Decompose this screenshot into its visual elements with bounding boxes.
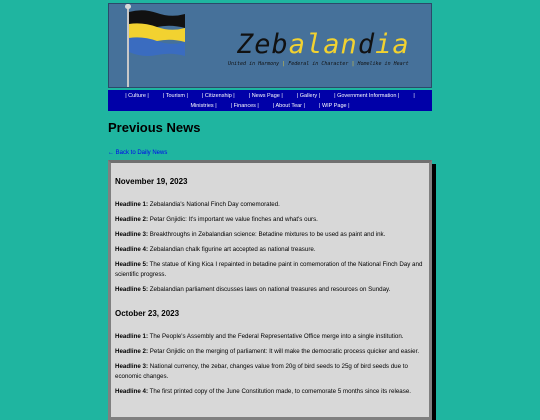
headline-label: Headline 1: bbox=[115, 333, 149, 340]
logo-part-4: ia bbox=[375, 29, 410, 60]
headline-label: Headline 3: bbox=[115, 231, 149, 238]
tagline-part-2: Federal in Character bbox=[288, 61, 349, 67]
news-date: October 23, 2023 bbox=[115, 309, 180, 318]
logo-part-1: Zeb bbox=[237, 29, 289, 60]
nav-wip-page[interactable]: | WIP Page | bbox=[318, 102, 350, 109]
headline-item bbox=[115, 332, 425, 342]
nav-culture[interactable]: | Culture | bbox=[125, 92, 149, 99]
headline-text: Zebalandia's National Finch Day comemorated. bbox=[149, 201, 280, 208]
headline-label: Headline 3: bbox=[115, 363, 149, 370]
site-tagline bbox=[228, 61, 409, 67]
headline-item bbox=[115, 260, 425, 280]
headline-item bbox=[115, 347, 425, 357]
nav-ministries[interactable]: Ministries | bbox=[190, 102, 217, 109]
headline-label: Headline 2: bbox=[115, 216, 149, 223]
nav-citizenship[interactable]: | Citizenship | bbox=[201, 92, 235, 99]
flag-pole-knob bbox=[125, 4, 131, 9]
headline-item bbox=[115, 215, 425, 225]
nav-gallery[interactable]: | Gallery | bbox=[296, 92, 321, 99]
news-archive bbox=[108, 160, 432, 420]
headline-item bbox=[115, 230, 425, 240]
headline-label: Headline 4: bbox=[115, 246, 149, 253]
logo-part-2: alan bbox=[288, 29, 358, 60]
nav-about-tear[interactable]: | About Tear | bbox=[272, 102, 305, 109]
headline-text: Petar Gnjidic: It's important we value finches and what's ours. bbox=[149, 216, 318, 223]
headline-label: Headline 1: bbox=[115, 201, 149, 208]
tagline-separator-2: | bbox=[348, 61, 358, 67]
nav-finances[interactable]: | Finances | bbox=[230, 102, 259, 109]
headline-label: Headline 5: bbox=[115, 286, 149, 293]
headline-item bbox=[115, 285, 425, 295]
headline-text: The first printed copy of the June Constitution made, to comemorate 5 months since its release. bbox=[149, 388, 412, 395]
headline-text: The People's Assembly and the Federal Representative Office merge into a single institution. bbox=[149, 333, 404, 340]
headline-label: Headline 4: bbox=[115, 388, 149, 395]
zebalandia-flag-icon bbox=[129, 10, 185, 60]
nav-government-information[interactable]: | Government Information | bbox=[334, 92, 400, 99]
nav-separator: | bbox=[413, 92, 415, 99]
site-logo[interactable] bbox=[237, 30, 410, 60]
headline-label: Headline 2: bbox=[115, 348, 149, 355]
site-header bbox=[108, 3, 432, 88]
headline-text: The statue of King Kica I repainted in betadine paint in comemoration of the National Finch Day and scientific progress. bbox=[115, 261, 423, 278]
headline-text: Petar Gnjidic on the merging of parliament: It will make the democratic process quicker and easier. bbox=[149, 348, 420, 355]
headline-text: Zebalandian chalk figurine art accepted as national treasure. bbox=[149, 246, 316, 253]
nav-news-page[interactable]: | News Page | bbox=[248, 92, 283, 99]
tagline-part-3: Homelike in Heart bbox=[357, 61, 409, 67]
tagline-separator-1: | bbox=[279, 61, 289, 67]
news-section bbox=[115, 309, 425, 397]
headline-item bbox=[115, 362, 425, 382]
headline-item bbox=[115, 245, 425, 255]
headline-item bbox=[115, 200, 425, 210]
main-nav bbox=[108, 90, 432, 111]
logo-part-3: d bbox=[357, 29, 376, 60]
headline-text: Zebalandian parliament discusses laws on national treasures and resources on Sunday. bbox=[149, 286, 391, 293]
news-section bbox=[115, 177, 425, 295]
headline-item bbox=[115, 387, 425, 397]
headline-label: Headline 5: bbox=[115, 261, 149, 268]
news-date: November 19, 2023 bbox=[115, 177, 188, 186]
back-to-daily-news-link[interactable]: ← Back to Daily News bbox=[108, 150, 168, 156]
headline-text: Breakthroughs in Zebalandian science: Betadine mixtures to be used as paint and ink. bbox=[149, 231, 386, 238]
headline-text: National currency, the zebar, changes value from 20g of bird seeds to 25g of bird seeds due to economic changes. bbox=[115, 363, 408, 380]
tagline-part-1: United in Harmony bbox=[228, 61, 280, 67]
nav-tourism[interactable]: | Tourism | bbox=[162, 92, 188, 99]
page-title: Previous News bbox=[108, 120, 201, 135]
